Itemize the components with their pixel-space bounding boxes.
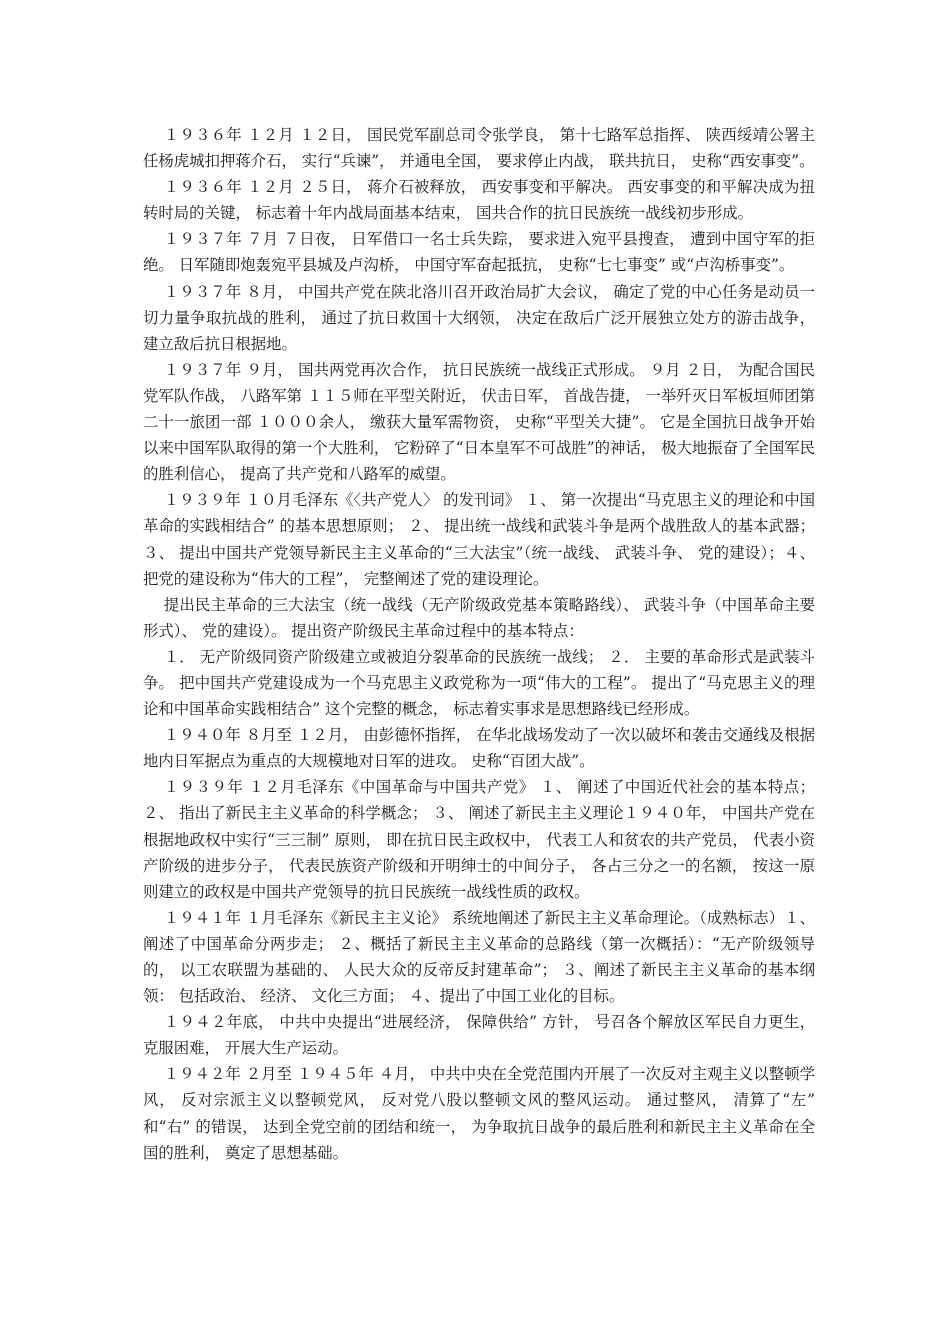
paragraph-three-magic-weapons: 提出民主革命的三大法宝（统一战线（无产阶级政党基本策略路线）、 武装斗争（中国革命主要形式）、 党的建设）。 提出资产阶级民主革命过程中的基本特点： [143,595,815,640]
paragraph-luochuan-meeting: １９３７年 ８月， 中国共产党在陕北洛川召开政治局扩大会议， 确定了党的中心任务是动员一切力量争取抗战的胜利， 通过了抗日救国十大纲领， 决定在敌后广泛开展独立处方的游击战争， 建立敌后抗日根据地。 [143,282,815,353]
document-body [143,122,815,1166]
paragraph-marco-polo-bridge: １９３７年 ７月 ７日夜， 日军借口一名士兵失踪， 要求进入宛平县搜查， 遭到中国守军的拒绝。 日军随即炮轰宛平县城及卢沟桥， 中国守军奋起抵抗， 史称“七七事变” 或“卢沟桥事变”。 [143,230,815,275]
paragraph-new-democracy: １９４１年 １月毛泽东《新民主主义论》 系统地阐述了新民主主义革命理论。（成熟标志）１、阐述了中国革命分两步走； ２、概括了新民主主义革命的总路线（第一次概括）：“无产阶级领导的， 以工农联盟为基础的、 人民大众的反帝反封建革命”； ３、阐述了新民主主义革命的基本纲领： 包括政治、 经济、 文化三方面； ４、提出了中国工业化的目标。 [143,908,815,1006]
paragraph-production-movement: １９４２年底， 中共中央提出“进展经济， 保障供给” 方针， 号召各个解放区军民自力更生， 克服困难， 开展大生产运动。 [143,1013,815,1058]
paragraph-xian-incident: １９３６年 １２月 １２日， 国民党军副总司令张学良， 第十七路军总指挥、 陕西绥靖公署主任杨虎城扣押蒋介石， 实行“兵谏”， 并通电全国， 要求停止内战， 联共抗日， 史称“西安事变”。 [143,126,815,171]
paragraph-pingxingguan: １９３７年 ９月， 国共两党再次合作， 抗日民族统一战线正式形成。 ９月 ２日， 为配合国民党军队作战， 八路军第 １１５师在平型关附近， 伏击日军， 首战告捷， 一举歼灭日军板垣师团第二十一旅团一部 １０００余人， 缴获大量军需物资， 史称“平型关大捷”。 它是全国抗日战争开始以来中国军队取得的第一个大胜利， 它粉碎了“日本皇军不可战胜”的神话， 极大地振奋了全国军民的胜利信心， 提高了共产党和八路军的威望。 [143,360,815,484]
paragraph-chinese-revolution-cpc: １９３９年 １２月毛泽东《中国革命与中国共产党》 １、 阐述了中国近代社会的基本特点；２、 指出了新民主主义革命的科学概念； ３、 阐述了新民主主义理论１９４０年， 中国共产党在根据地政权中实行“三三制” 原则， 即在抗日民主政权中， 代表工人和贫农的共产党员， 代表小资产阶级的进步分子， 代表民族资产阶级和开明绅士的中间分子， 各占三分之一的名额， 按这一原则建立的政权是中国共产党领导的抗日民族统一战线性质的政权。 [143,778,815,901]
paragraph-hundred-regiments: １９４０年 ８月至 １２月， 由彭德怀指挥， 在华北战场发动了一次以破坏和袭击交通线及根据地内日军据点为重点的大规模地对日军的进攻。 史称“百团大战”。 [143,726,815,771]
paragraph-rectification-movement: １９４２年 ２月至 １９４５年 ４月， 中共中央在全党范围内开展了一次反对主观主义以整顿学风， 反对宗派主义以整顿党风， 反对党八股以整顿文风的整风运动。 通过整风， 清算了“左” 和“右” 的错误， 达到全党空前的团结和统一， 为争取抗日战争的最后胜利和新民主主义革命在全国的胜利， 奠定了思想基础。 [143,1065,815,1162]
paragraph-communist-foreword: １９３９年 １０月毛泽东《〈共产党人〉 的发刊词》 １、 第一次提出“马克思主义的理论和中国革命的实践相结合” 的基本思想原则； ２、 提出统一战线和武装斗争是两个战胜敌人的基本武器； ３、 提出中国共产党领导新民主主义革命的“三大法宝”（统一战线、 武装斗争、 党的建设）；４、 把党的建设称为“伟大的工程”， 完整阐述了党的建设理论。 [143,491,815,588]
paragraph-basic-features: １． 无产阶级同资产阶级建立或被迫分裂革命的民族统一战线； ２． 主要的革命形式是武装斗争。 把中国共产党建设成为一个马克思主义政党称为一项“伟大的工程”。 提出了“马克思主义的理论和中国革命实践相结合” 这个完整的概念， 标志着实事求是思想路线已经形成。 [143,647,815,719]
paragraph-xian-incident-resolution: １９３６年 １２月 ２５日， 蒋介石被释放， 西安事变和平解决。 西安事变的和平解决成为扭转时局的关键， 标志着十年内战局面基本结束， 国共合作的抗日民族统一战线初步形成。 [143,178,815,223]
